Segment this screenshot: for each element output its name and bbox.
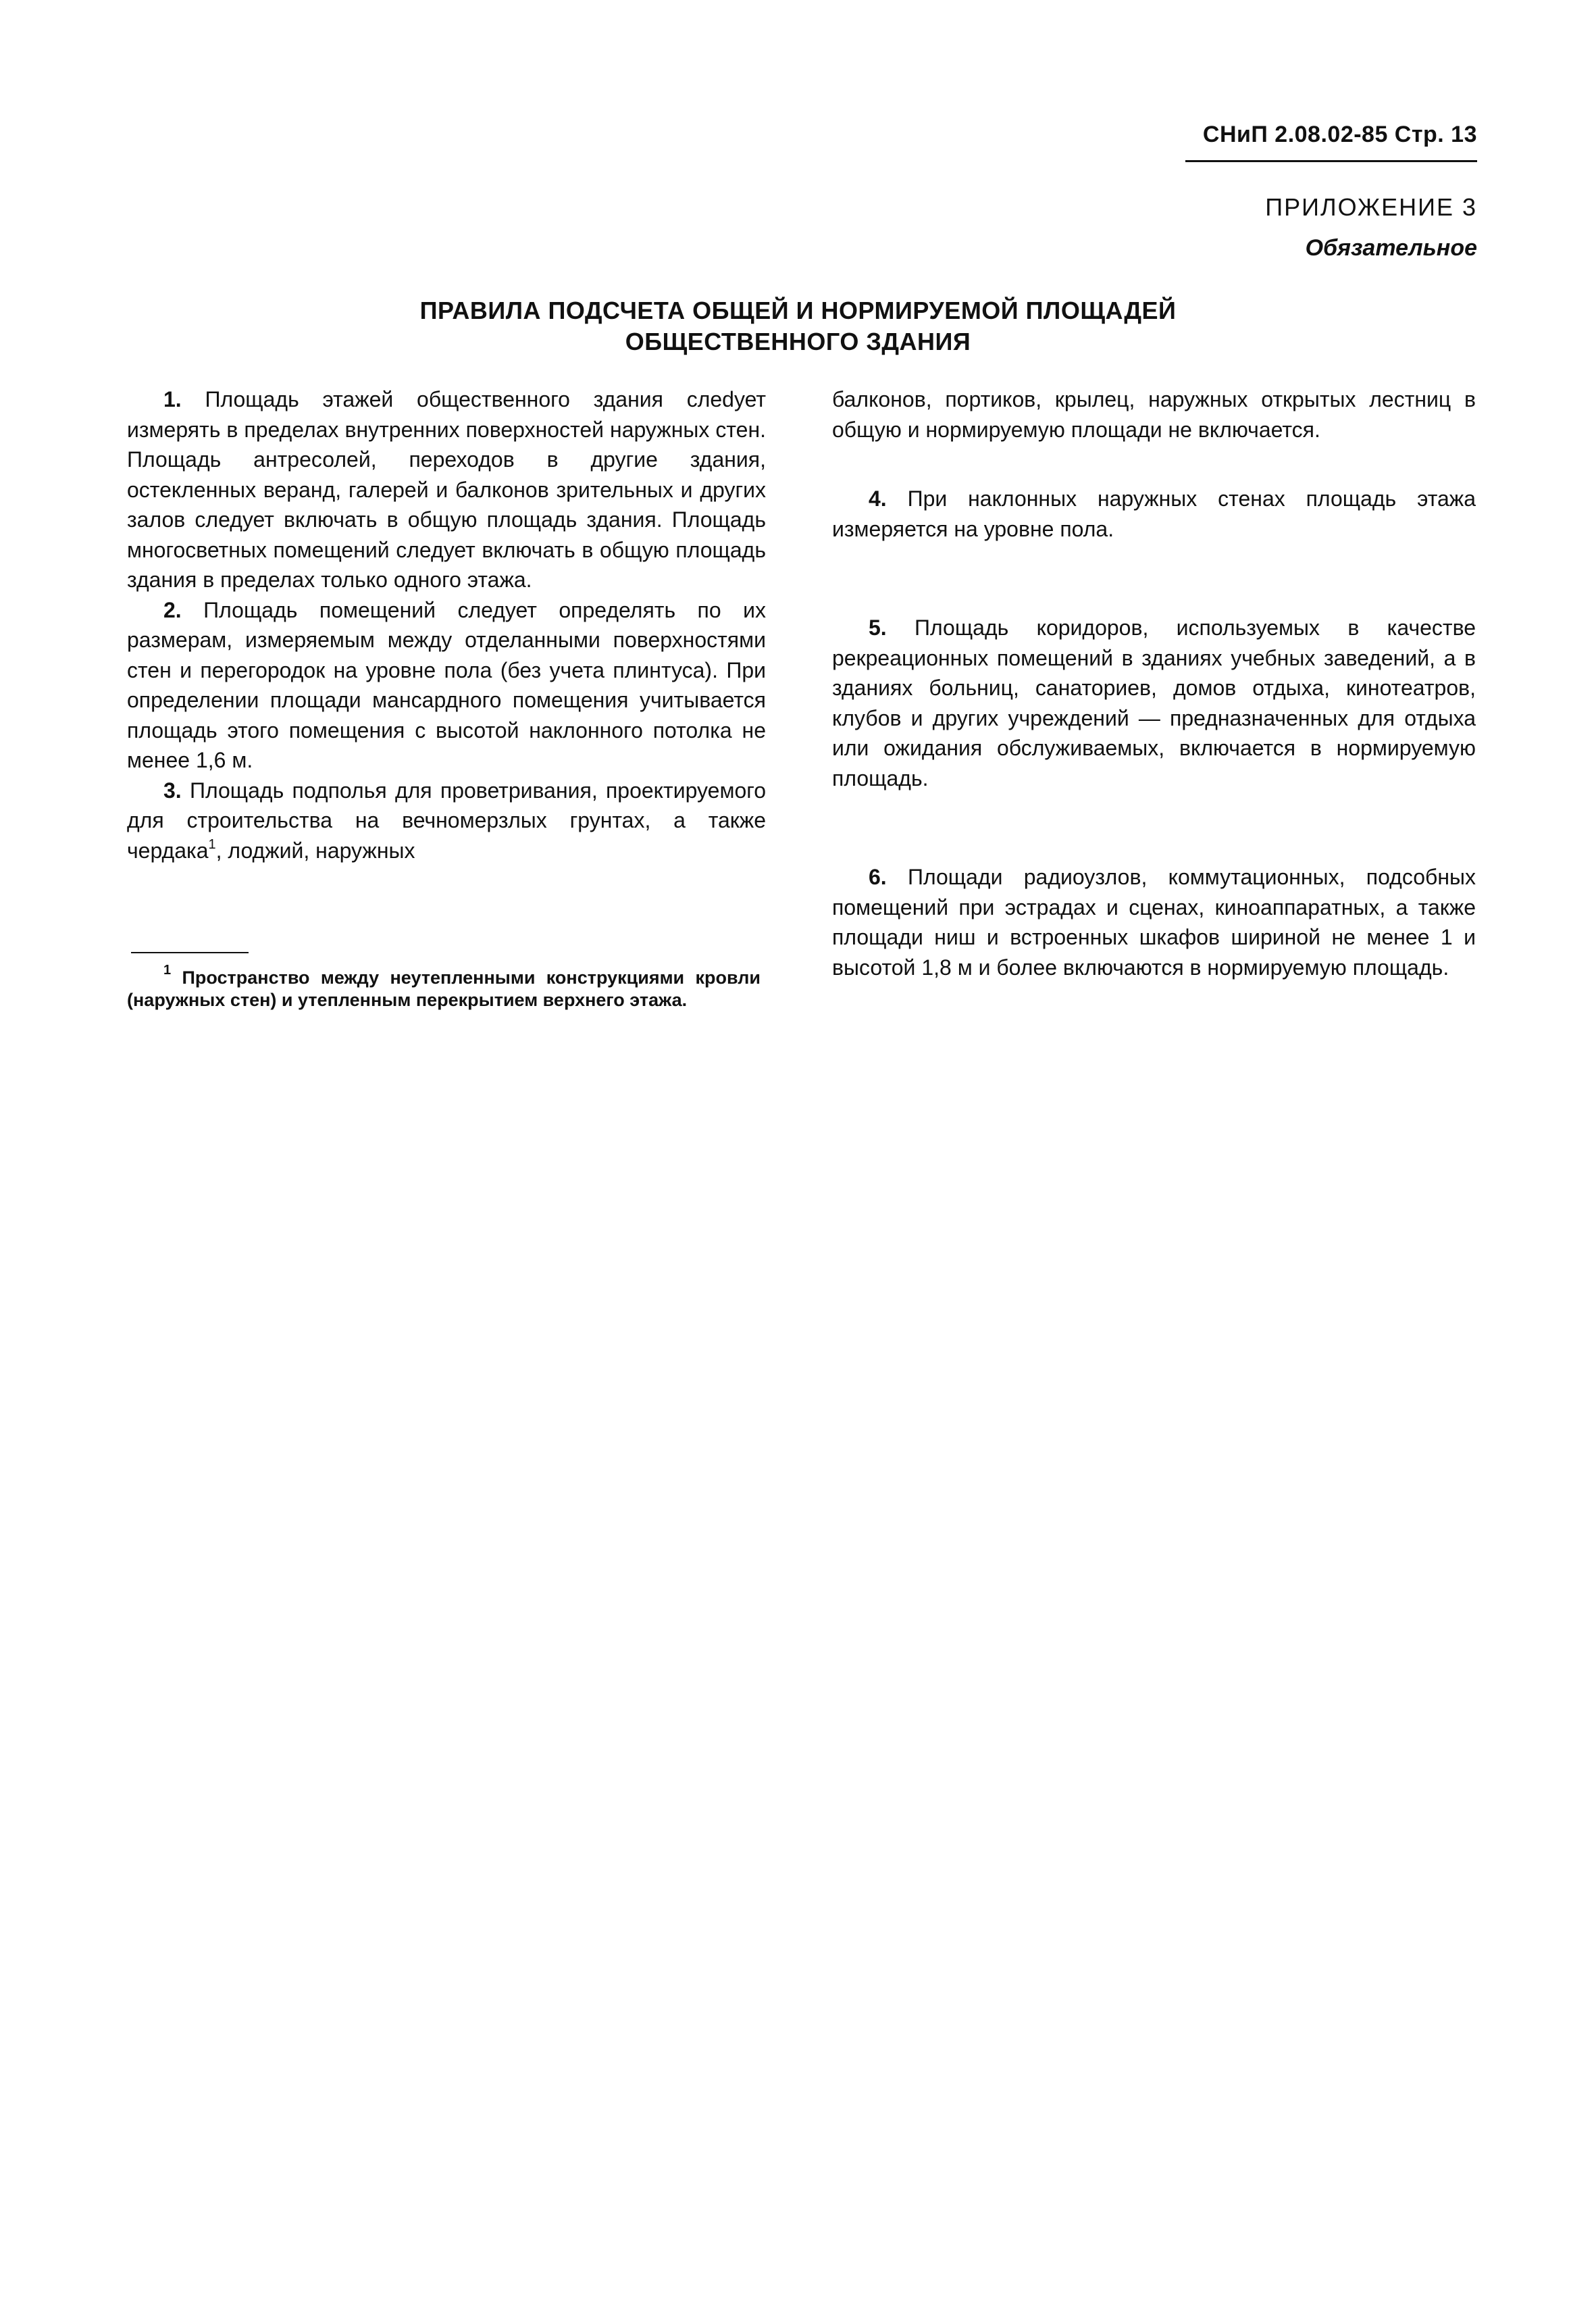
clause-number: 3. [163,778,182,803]
footnote-rule [131,952,249,953]
right-column [832,384,1476,982]
clause-3 [127,776,766,866]
clause-1 [127,384,766,595]
clause-text: Площадь помещений следует определять по их размерам, измеряемым между отделанными поверхностями стен и перегородок на уровне пола (без учета плинтуса). При определении площади мансардного помещения учитывается площадь этого помещения с высотой наклонного потолка не менее 1,6 м. [127,597,767,772]
title-line-2: ОБЩЕСТВЕННОГО ЗДАНИЯ [625,328,971,355]
clause-number: 4. [869,486,887,511]
appendix-label: ПРИЛОЖЕНИЕ 3 [1265,193,1477,221]
footnote-text-block [127,963,761,1011]
left-column [127,384,766,865]
footnote [127,963,761,1011]
title-line-1: ПРАВИЛА ПОДСЧЕТА ОБЩЕЙ И НОРМИРУЕМОЙ ПЛОЩАДЕЙ [419,297,1177,324]
running-head: СНиП 2.08.02-85 Стр. 13 [1202,122,1477,147]
clause-6 [832,862,1476,982]
clause-text: Площадь этажей общественного здания слеdует измерять в пределах внутренних поверхностей наружных стен. Площадь антресолей, переходов в другие здания, остекленных веранд, галерей и балконов зрительных и других залов следует включать в общую площадь здания. Площадь многосветных помещений следует включать в общую площадь здания в пределах только одного этажа. [127,387,767,592]
clause-5 [832,613,1476,793]
footnote-reference: 1 [208,836,216,852]
clause-text-continued: , лоджий, наружных [215,838,415,863]
footnote-mark: 1 [163,963,172,978]
document-title [0,295,1596,357]
clause-text: Площади радиоузлов, коммутационных, подсобных помещений при эстрадах и сценах, киноаппаратных, а также площади ниш и встроенных шкафов шириной не менее 1 и высотой 1,8 м и более включаются в нормируемую площадь. [832,865,1476,980]
appendix-status: Обязательное [1305,235,1477,261]
clause-number: 5. [869,615,887,640]
running-head-rule [1185,160,1477,162]
clause-4 [832,484,1476,544]
clause-number: 6. [869,865,887,889]
footnote-text: Пространство между неутепленными конструкциями кровли (наружных стен) и утепленным перекрытием верхнего этажа. [127,967,761,1010]
clause-3-continuation: балконов, портиков, крылец, наружных открытых лестниц в общую и нормируемую площади не включается. [832,387,1476,442]
clause-2 [127,595,766,776]
clause-text: Площадь подполья для проветривания, проектируемого для строительства на вечномерзлых грунтах, а также чердака [127,778,767,863]
clause-text: При наклонных наружных стенах площадь этажа измеряется на уровне пола. [832,486,1476,541]
clause-text: Площадь коридоров, используемых в качестве рекреационных помещений в зданиях учебных заведений, а в зданиях больниц, санаториев, домов отдыха, кинотеатров, клубов и других учреждений — предназначенных для отдыха или ожидания обслуживаемых, включается в нормируемую площадь. [832,615,1476,790]
clause-number: 1. [163,387,182,411]
clause-number: 2. [163,597,182,622]
